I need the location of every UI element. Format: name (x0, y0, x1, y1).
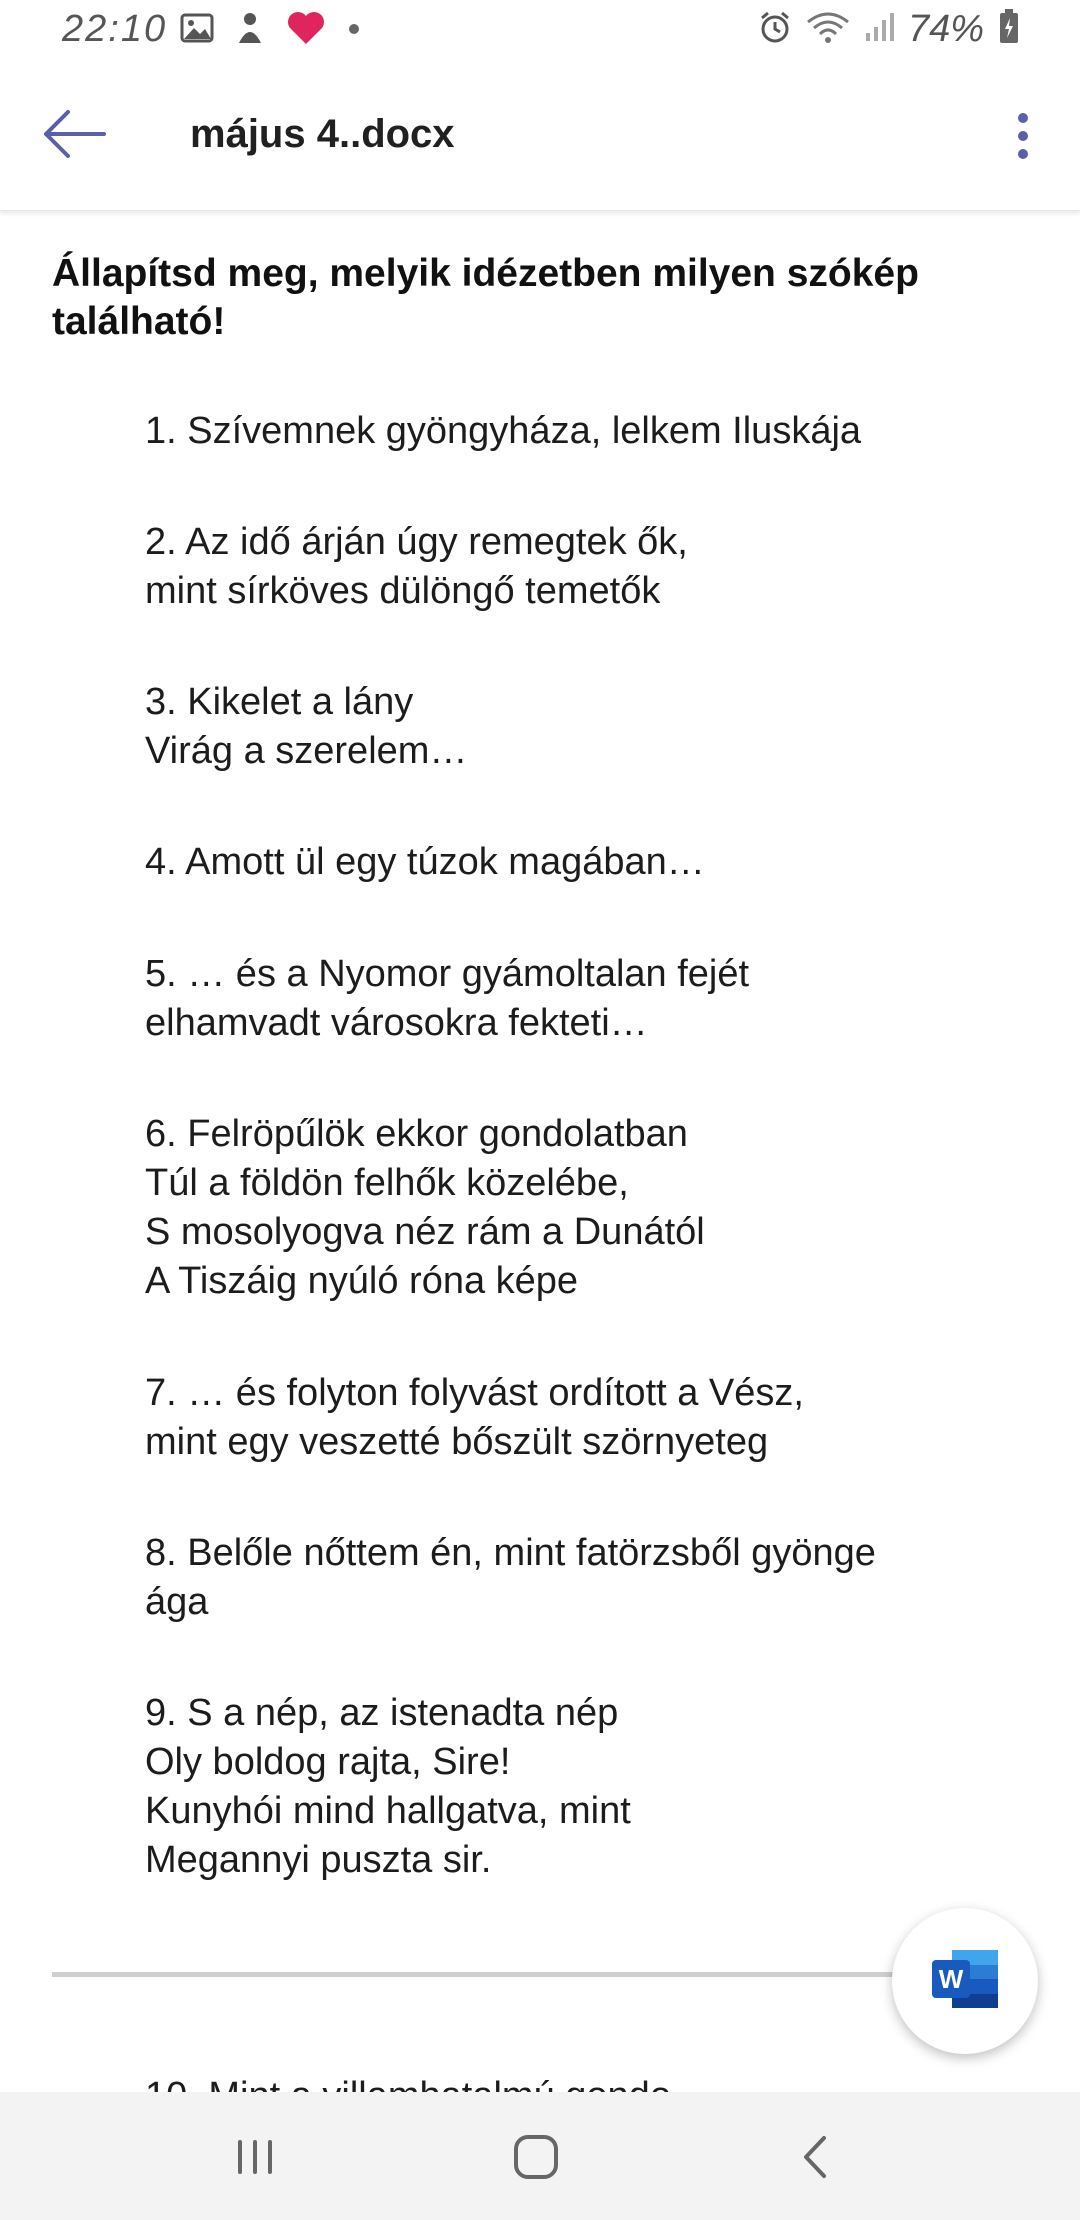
open-in-word-button[interactable] (892, 1908, 1038, 2054)
quote-item-5 (145, 950, 1005, 1048)
status-time: 22:10 (62, 8, 168, 50)
quote-line: mint egy veszetté bőszült szörnyeteg (145, 1421, 769, 1463)
quote-line: 6. Felröpűlök ekkor gondolatban (145, 1113, 688, 1155)
image-icon (180, 13, 214, 48)
quote-line: Megannyi puszta sir. (145, 1839, 492, 1881)
quote-item-3 (145, 678, 1005, 776)
app-bar (0, 64, 1080, 211)
quote-line: Kunyhói mind hallgatva, mint (145, 1790, 631, 1832)
quote-line: ága (145, 1581, 209, 1623)
quote-line: 3. Kikelet a lány (145, 681, 414, 723)
page-divider (52, 1972, 912, 1977)
wifi-icon (806, 10, 850, 49)
home-icon (501, 2122, 571, 2192)
system-back-button[interactable] (780, 2122, 850, 2192)
quote-line: 4. Amott ül egy túzok magában… (145, 841, 705, 883)
quote-line: 2. Az idő árján úgy remegtek ők, (145, 521, 688, 563)
quote-line: 5. … és a Nyomor gyámoltalan fejét (145, 953, 750, 995)
quote-item-4 (145, 838, 1005, 887)
quote-line: 8. Belőle nőttem én, mint fatörzsből gyönge (145, 1532, 876, 1574)
word-app-icon (930, 1948, 1000, 2010)
quote-line: mint sírköves dülöngő temetők (145, 570, 661, 612)
word-letter: W (938, 1964, 964, 1994)
quote-line: elhamvadt városokra fekteti… (145, 1002, 648, 1044)
quote-line: 1. Szívemnek gyöngyháza, lelkem Iluskája (145, 410, 862, 452)
notification-icon (236, 11, 264, 50)
signal-icon (864, 11, 894, 48)
quote-line: Túl a földön felhők közelébe, (145, 1162, 629, 1204)
quote-item-2 (145, 518, 1005, 616)
home-button[interactable] (501, 2122, 571, 2192)
quote-line: Oly boldog rajta, Sire! (145, 1741, 511, 1783)
alarm-icon (758, 10, 792, 49)
quote-item-6 (145, 1110, 1005, 1306)
status-bar (0, 0, 1080, 64)
back-arrow-icon (38, 104, 110, 164)
quote-line: Virág a szerelem… (145, 730, 468, 772)
heart-icon (286, 10, 326, 51)
back-button[interactable] (38, 104, 110, 164)
back-icon (780, 2122, 850, 2192)
quote-item-7 (145, 1369, 1005, 1467)
battery-percent: 74% (907, 8, 984, 50)
dot-icon (348, 22, 360, 40)
more-options-button[interactable] (1008, 106, 1038, 166)
more-vert-icon (1008, 106, 1038, 166)
quote-line: 7. … és folyton folyvást ordított a Vész, (145, 1372, 804, 1414)
document-content[interactable] (0, 212, 1080, 2092)
status-right-icons (758, 8, 1020, 51)
quote-item-1 (145, 407, 1005, 456)
battery-icon (998, 9, 1020, 50)
document-title: május 4..docx (190, 112, 455, 156)
quote-item-8 (145, 1529, 1005, 1627)
quote-line: S mosolyogva néz rám a Dunától (145, 1211, 705, 1253)
system-nav-bar (0, 2092, 1080, 2220)
recents-button[interactable] (220, 2122, 290, 2192)
document-heading: Állapítsd meg, melyik idézetben milyen szókép található! (52, 252, 919, 343)
status-left-icons (180, 10, 360, 51)
recents-icon (220, 2122, 290, 2192)
quote-line: 9. S a nép, az istenadta nép (145, 1692, 619, 1734)
quote-item-9 (145, 1689, 1005, 1885)
quote-line: A Tiszáig nyúló róna képe (145, 1260, 579, 1302)
